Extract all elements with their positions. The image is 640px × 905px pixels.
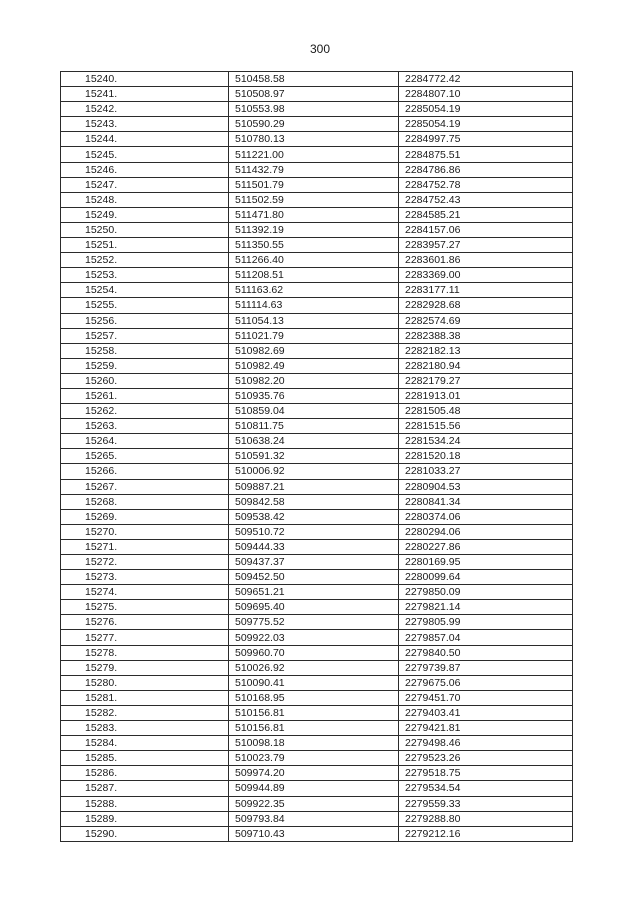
table-row xyxy=(61,555,573,570)
x-coordinate-cell: 509974.20 xyxy=(229,766,399,781)
x-coordinate-cell: 510156.81 xyxy=(229,705,399,720)
point-id-cell: 15252. xyxy=(61,253,229,268)
y-coordinate-cell: 2284807.10 xyxy=(399,87,573,102)
point-id-cell: 15281. xyxy=(61,690,229,705)
table-row xyxy=(61,645,573,660)
y-coordinate-cell: 2281913.01 xyxy=(399,388,573,403)
point-id-cell: 15273. xyxy=(61,570,229,585)
y-coordinate-cell: 2281033.27 xyxy=(399,464,573,479)
point-id-cell: 15259. xyxy=(61,358,229,373)
table-row xyxy=(61,494,573,509)
point-id-cell: 15245. xyxy=(61,147,229,162)
point-id-cell: 15282. xyxy=(61,705,229,720)
y-coordinate-cell: 2279421.81 xyxy=(399,721,573,736)
point-id-cell: 15263. xyxy=(61,419,229,434)
y-coordinate-cell: 2284875.51 xyxy=(399,147,573,162)
y-coordinate-cell: 2281515.56 xyxy=(399,419,573,434)
x-coordinate-cell: 511021.79 xyxy=(229,328,399,343)
point-id-cell: 15284. xyxy=(61,736,229,751)
y-coordinate-cell: 2282928.68 xyxy=(399,298,573,313)
y-coordinate-cell: 2283601.86 xyxy=(399,253,573,268)
x-coordinate-cell: 511501.79 xyxy=(229,177,399,192)
y-coordinate-cell: 2284786.86 xyxy=(399,162,573,177)
table-row xyxy=(61,238,573,253)
point-id-cell: 15270. xyxy=(61,524,229,539)
x-coordinate-cell: 510026.92 xyxy=(229,660,399,675)
table-row xyxy=(61,117,573,132)
x-coordinate-cell: 510553.98 xyxy=(229,102,399,117)
x-coordinate-cell: 511054.13 xyxy=(229,313,399,328)
y-coordinate-cell: 2279850.09 xyxy=(399,585,573,600)
x-coordinate-cell: 509842.58 xyxy=(229,494,399,509)
y-coordinate-cell: 2284585.21 xyxy=(399,207,573,222)
point-id-cell: 15271. xyxy=(61,539,229,554)
x-coordinate-cell: 509444.33 xyxy=(229,539,399,554)
y-coordinate-cell: 2279559.33 xyxy=(399,796,573,811)
y-coordinate-cell: 2281505.48 xyxy=(399,404,573,419)
y-coordinate-cell: 2279840.50 xyxy=(399,645,573,660)
x-coordinate-cell: 510982.49 xyxy=(229,358,399,373)
x-coordinate-cell: 510591.32 xyxy=(229,449,399,464)
point-id-cell: 15260. xyxy=(61,373,229,388)
point-id-cell: 15279. xyxy=(61,660,229,675)
y-coordinate-cell: 2280904.53 xyxy=(399,479,573,494)
table-row xyxy=(61,419,573,434)
point-id-cell: 15269. xyxy=(61,509,229,524)
y-coordinate-cell: 2284157.06 xyxy=(399,222,573,237)
table-row xyxy=(61,358,573,373)
y-coordinate-cell: 2279523.26 xyxy=(399,751,573,766)
x-coordinate-cell: 511471.80 xyxy=(229,207,399,222)
y-coordinate-cell: 2279403.41 xyxy=(399,705,573,720)
x-coordinate-cell: 511163.62 xyxy=(229,283,399,298)
x-coordinate-cell: 511350.55 xyxy=(229,238,399,253)
table-row xyxy=(61,373,573,388)
x-coordinate-cell: 511266.40 xyxy=(229,253,399,268)
y-coordinate-cell: 2283177.11 xyxy=(399,283,573,298)
table-row xyxy=(61,524,573,539)
point-id-cell: 15278. xyxy=(61,645,229,660)
x-coordinate-cell: 510859.04 xyxy=(229,404,399,419)
point-id-cell: 15287. xyxy=(61,781,229,796)
point-id-cell: 15246. xyxy=(61,162,229,177)
table-row xyxy=(61,766,573,781)
point-id-cell: 15274. xyxy=(61,585,229,600)
coordinates-table-body xyxy=(61,72,573,842)
y-coordinate-cell: 2280227.86 xyxy=(399,539,573,554)
point-id-cell: 15262. xyxy=(61,404,229,419)
y-coordinate-cell: 2281520.18 xyxy=(399,449,573,464)
table-row xyxy=(61,721,573,736)
y-coordinate-cell: 2280099.64 xyxy=(399,570,573,585)
table-row xyxy=(61,630,573,645)
coordinates-table xyxy=(60,71,573,842)
x-coordinate-cell: 511502.59 xyxy=(229,192,399,207)
y-coordinate-cell: 2283369.00 xyxy=(399,268,573,283)
x-coordinate-cell: 510168.95 xyxy=(229,690,399,705)
y-coordinate-cell: 2279805.99 xyxy=(399,615,573,630)
point-id-cell: 15242. xyxy=(61,102,229,117)
table-row xyxy=(61,192,573,207)
table-row xyxy=(61,751,573,766)
x-coordinate-cell: 510935.76 xyxy=(229,388,399,403)
y-coordinate-cell: 2282182.13 xyxy=(399,343,573,358)
table-row xyxy=(61,72,573,87)
point-id-cell: 15240. xyxy=(61,72,229,87)
y-coordinate-cell: 2282388.38 xyxy=(399,328,573,343)
table-row xyxy=(61,585,573,600)
point-id-cell: 15266. xyxy=(61,464,229,479)
table-row xyxy=(61,343,573,358)
point-id-cell: 15286. xyxy=(61,766,229,781)
table-row xyxy=(61,464,573,479)
x-coordinate-cell: 509651.21 xyxy=(229,585,399,600)
x-coordinate-cell: 509922.35 xyxy=(229,796,399,811)
y-coordinate-cell: 2282180.94 xyxy=(399,358,573,373)
table-row xyxy=(61,162,573,177)
point-id-cell: 15249. xyxy=(61,207,229,222)
table-row xyxy=(61,253,573,268)
table-row xyxy=(61,811,573,826)
table-row xyxy=(61,177,573,192)
y-coordinate-cell: 2283957.27 xyxy=(399,238,573,253)
table-row xyxy=(61,147,573,162)
table-row xyxy=(61,781,573,796)
point-id-cell: 15244. xyxy=(61,132,229,147)
x-coordinate-cell: 511221.00 xyxy=(229,147,399,162)
table-row xyxy=(61,615,573,630)
point-id-cell: 15247. xyxy=(61,177,229,192)
x-coordinate-cell: 510638.24 xyxy=(229,434,399,449)
y-coordinate-cell: 2279518.75 xyxy=(399,766,573,781)
table-row xyxy=(61,328,573,343)
x-coordinate-cell: 510098.18 xyxy=(229,736,399,751)
y-coordinate-cell: 2279212.16 xyxy=(399,826,573,841)
point-id-cell: 15243. xyxy=(61,117,229,132)
x-coordinate-cell: 509510.72 xyxy=(229,524,399,539)
point-id-cell: 15264. xyxy=(61,434,229,449)
point-id-cell: 15254. xyxy=(61,283,229,298)
y-coordinate-cell: 2279739.87 xyxy=(399,660,573,675)
x-coordinate-cell: 510090.41 xyxy=(229,675,399,690)
point-id-cell: 15272. xyxy=(61,555,229,570)
table-row xyxy=(61,796,573,811)
table-row xyxy=(61,404,573,419)
y-coordinate-cell: 2285054.19 xyxy=(399,117,573,132)
x-coordinate-cell: 509538.42 xyxy=(229,509,399,524)
point-id-cell: 15290. xyxy=(61,826,229,841)
x-coordinate-cell: 510982.69 xyxy=(229,343,399,358)
x-coordinate-cell: 509695.40 xyxy=(229,600,399,615)
x-coordinate-cell: 509775.52 xyxy=(229,615,399,630)
table-row xyxy=(61,132,573,147)
x-coordinate-cell: 510811.75 xyxy=(229,419,399,434)
y-coordinate-cell: 2279821.14 xyxy=(399,600,573,615)
x-coordinate-cell: 510156.81 xyxy=(229,721,399,736)
table-row xyxy=(61,570,573,585)
y-coordinate-cell: 2282179.27 xyxy=(399,373,573,388)
y-coordinate-cell: 2279451.70 xyxy=(399,690,573,705)
point-id-cell: 15265. xyxy=(61,449,229,464)
table-row xyxy=(61,660,573,675)
y-coordinate-cell: 2279857.04 xyxy=(399,630,573,645)
x-coordinate-cell: 510590.29 xyxy=(229,117,399,132)
x-coordinate-cell: 510508.97 xyxy=(229,87,399,102)
y-coordinate-cell: 2284997.75 xyxy=(399,132,573,147)
x-coordinate-cell: 511114.63 xyxy=(229,298,399,313)
point-id-cell: 15250. xyxy=(61,222,229,237)
y-coordinate-cell: 2279498.46 xyxy=(399,736,573,751)
y-coordinate-cell: 2284772.42 xyxy=(399,72,573,87)
point-id-cell: 15277. xyxy=(61,630,229,645)
x-coordinate-cell: 510458.58 xyxy=(229,72,399,87)
y-coordinate-cell: 2280374.06 xyxy=(399,509,573,524)
table-row xyxy=(61,509,573,524)
y-coordinate-cell: 2282574.69 xyxy=(399,313,573,328)
x-coordinate-cell: 509710.43 xyxy=(229,826,399,841)
x-coordinate-cell: 510780.13 xyxy=(229,132,399,147)
y-coordinate-cell: 2279534.54 xyxy=(399,781,573,796)
y-coordinate-cell: 2285054.19 xyxy=(399,102,573,117)
x-coordinate-cell: 509944.89 xyxy=(229,781,399,796)
point-id-cell: 15241. xyxy=(61,87,229,102)
table-row xyxy=(61,539,573,554)
table-row xyxy=(61,298,573,313)
x-coordinate-cell: 511392.19 xyxy=(229,222,399,237)
y-coordinate-cell: 2284752.78 xyxy=(399,177,573,192)
point-id-cell: 15253. xyxy=(61,268,229,283)
page-number: 300 xyxy=(309,42,331,56)
point-id-cell: 15275. xyxy=(61,600,229,615)
point-id-cell: 15267. xyxy=(61,479,229,494)
y-coordinate-cell: 2279288.80 xyxy=(399,811,573,826)
x-coordinate-cell: 511432.79 xyxy=(229,162,399,177)
point-id-cell: 15248. xyxy=(61,192,229,207)
table-row xyxy=(61,449,573,464)
table-row xyxy=(61,600,573,615)
table-row xyxy=(61,705,573,720)
y-coordinate-cell: 2279675.06 xyxy=(399,675,573,690)
y-coordinate-cell: 2281534.24 xyxy=(399,434,573,449)
point-id-cell: 15251. xyxy=(61,238,229,253)
point-id-cell: 15276. xyxy=(61,615,229,630)
point-id-cell: 15288. xyxy=(61,796,229,811)
point-id-cell: 15255. xyxy=(61,298,229,313)
table-row xyxy=(61,690,573,705)
x-coordinate-cell: 509437.37 xyxy=(229,555,399,570)
y-coordinate-cell: 2284752.43 xyxy=(399,192,573,207)
point-id-cell: 15285. xyxy=(61,751,229,766)
point-id-cell: 15268. xyxy=(61,494,229,509)
x-coordinate-cell: 510023.79 xyxy=(229,751,399,766)
y-coordinate-cell: 2280169.95 xyxy=(399,555,573,570)
x-coordinate-cell: 509922.03 xyxy=(229,630,399,645)
point-id-cell: 15256. xyxy=(61,313,229,328)
table-row xyxy=(61,675,573,690)
point-id-cell: 15289. xyxy=(61,811,229,826)
table-row xyxy=(61,87,573,102)
x-coordinate-cell: 509960.70 xyxy=(229,645,399,660)
y-coordinate-cell: 2280841.34 xyxy=(399,494,573,509)
x-coordinate-cell: 511208.51 xyxy=(229,268,399,283)
x-coordinate-cell: 509793.84 xyxy=(229,811,399,826)
table-row xyxy=(61,222,573,237)
table-row xyxy=(61,283,573,298)
table-row xyxy=(61,826,573,841)
point-id-cell: 15257. xyxy=(61,328,229,343)
x-coordinate-cell: 510006.92 xyxy=(229,464,399,479)
table-row xyxy=(61,736,573,751)
y-coordinate-cell: 2280294.06 xyxy=(399,524,573,539)
table-row xyxy=(61,313,573,328)
table-row xyxy=(61,434,573,449)
point-id-cell: 15280. xyxy=(61,675,229,690)
table-row xyxy=(61,388,573,403)
point-id-cell: 15283. xyxy=(61,721,229,736)
x-coordinate-cell: 509452.50 xyxy=(229,570,399,585)
x-coordinate-cell: 510982.20 xyxy=(229,373,399,388)
table-row xyxy=(61,207,573,222)
table-row xyxy=(61,102,573,117)
table-row xyxy=(61,479,573,494)
point-id-cell: 15258. xyxy=(61,343,229,358)
point-id-cell: 15261. xyxy=(61,388,229,403)
x-coordinate-cell: 509887.21 xyxy=(229,479,399,494)
table-row xyxy=(61,268,573,283)
